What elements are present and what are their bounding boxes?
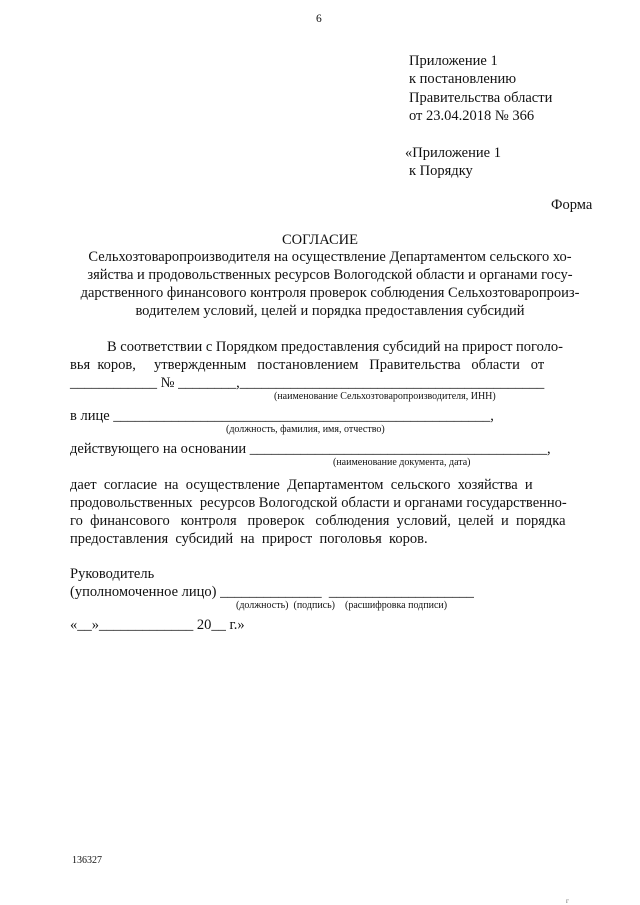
document-title: СОГЛАСИЕ <box>281 232 359 248</box>
field-hint: (наименование документа, дата) <box>333 457 471 468</box>
subtitle-line: водителем условий, целей и порядка предоставления субсидий <box>135 303 525 319</box>
appendix-line: от 23.04.2018 № 366 <box>409 108 535 124</box>
body-line: вья коров, утвержденным постановлением Правительства области от <box>70 357 545 373</box>
body-line: дает согласие на осуществление Департаментом сельского хозяйства и <box>70 477 533 493</box>
signature-head: Руководитель <box>70 566 155 582</box>
appendix-line: Приложение 1 <box>409 53 498 69</box>
form-label: Форма <box>551 197 593 213</box>
appendix-line: к постановлению <box>409 71 517 87</box>
signature-line: (уполномоченное лицо) ______________ ____________________ <box>70 584 474 600</box>
date-line: «__»_____________ 20__ г.» <box>70 617 245 633</box>
body-line: го финансового контроля проверок соблюдения условий, целей и порядка <box>70 513 566 529</box>
field-hint: (наименование Сельхозтоваропроизводителя, ИНН) <box>274 391 496 402</box>
appendix-line: Правительства области <box>409 90 553 106</box>
field-hint: (должность) (подпись) (расшифровка подписи) <box>236 600 448 611</box>
body-line: продовольственных ресурсов Вологодской области и органами государственно- <box>70 495 567 511</box>
footer-code: 136327 <box>72 855 102 866</box>
body-line: в лице ____________________________________________________, <box>70 408 494 424</box>
body-line: предоставления субсидий на прирост поголовья коров. <box>70 531 428 547</box>
body-line: действующего на основании _________________________________________, <box>70 441 551 457</box>
body-line: В соответствии с Порядком предоставления субсидий на прирост поголо- <box>107 339 563 355</box>
subtitle-line: дарственного финансового контроля проверок соблюдения Сельхозтоваропроиз- <box>80 285 580 301</box>
field-hint: (должность, фамилия, имя, отчество) <box>226 424 385 435</box>
page-number: 6 <box>316 13 322 25</box>
body-line: ____________ № ________,__________________________________________ <box>70 375 545 391</box>
corner-mark: г <box>566 897 569 905</box>
appendix2-line: к Порядку <box>409 163 473 179</box>
subtitle-line: зяйства и продовольственных ресурсов Вологодской области и органами госу- <box>87 267 573 283</box>
appendix2-line: «Приложение 1 <box>405 145 501 161</box>
subtitle-line: Сельхозтоваропроизводителя на осуществление Департаментом сельского хо- <box>88 249 572 265</box>
